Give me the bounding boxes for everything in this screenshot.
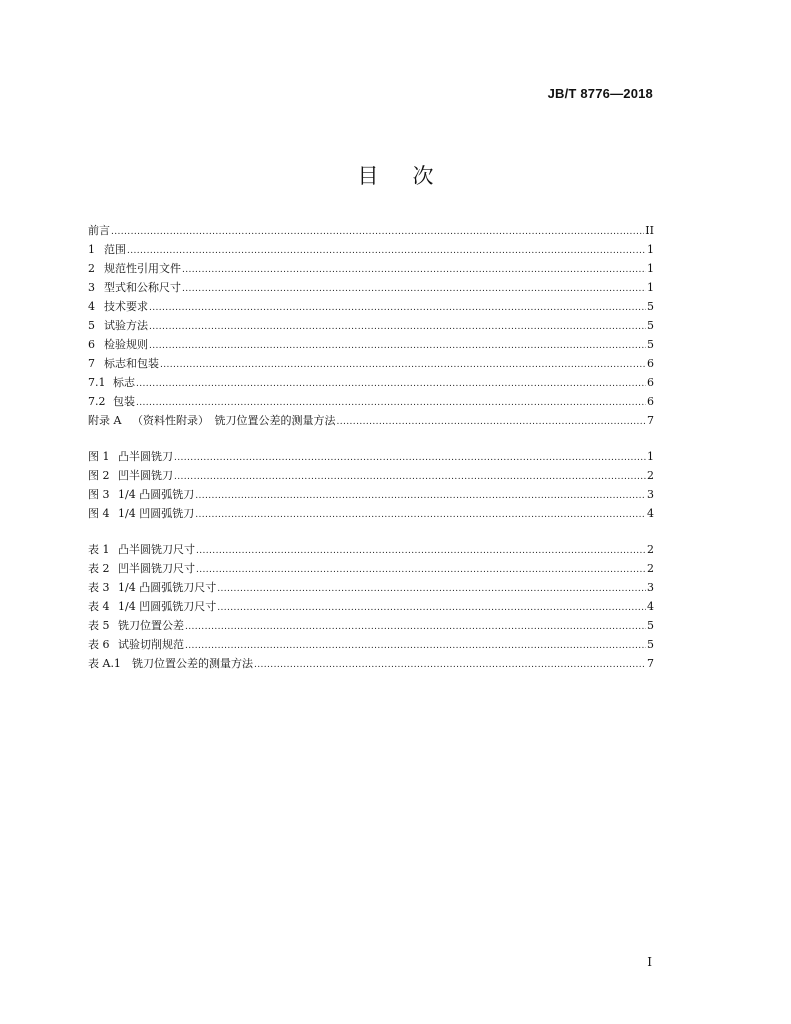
toc-entry-page: 7 [647,657,654,670]
toc-entry-label: 技术要求 [104,300,148,313]
toc-entry-figure-1[interactable] [88,447,654,466]
page-title [0,160,791,190]
toc-entry-table-4[interactable] [88,597,654,616]
toc-entry-page: 6 [647,376,654,389]
toc-entry-page: 2 [647,562,654,575]
toc-entry-figure-4[interactable] [88,504,654,523]
toc-entry-table-6[interactable] [88,635,654,654]
toc-entry-section-2[interactable] [88,259,654,278]
toc-entry-number: 表 3 [88,581,110,594]
toc-entry-number: 4 [88,300,95,313]
toc-entry-label: 凸半圆铣刀尺寸 [118,543,195,556]
toc-entry-page: II [645,224,654,237]
toc-entry-page: 1 [647,281,654,294]
toc-entry-label: 1/4 凸圆弧铣刀尺寸 [118,581,217,594]
toc-entry-page: 7 [647,414,654,427]
toc-entry-page: 4 [647,507,654,520]
toc-entry-table-a1[interactable] [88,654,654,673]
page-title-part2: 次 [412,164,434,188]
toc-entry-label: 试验方法 [104,319,148,332]
dot-leader [136,373,646,394]
toc-entry-number: 表 1 [88,543,110,556]
toc-entry-label: 1/4 凹圆弧铣刀尺寸 [118,600,217,613]
toc-entry-number: 7.1 [88,376,106,389]
dot-leader [217,578,646,599]
toc-entry-section-7-1[interactable] [88,373,654,392]
toc-entry-number: 表 6 [88,638,110,651]
dot-leader [195,485,646,506]
toc-entry-label: 铣刀位置公差 [118,619,184,632]
toc-entry-table-1[interactable] [88,540,654,559]
toc-entry-page: 5 [647,338,654,351]
toc-entry-number: 图 3 [88,488,110,501]
toc-entry-page: 5 [647,300,654,313]
toc-entry-number: 图 4 [88,507,110,520]
dot-leader [337,411,647,432]
spacer [88,430,654,447]
toc-entry-page: 6 [647,395,654,408]
toc-entry-section-4[interactable] [88,297,654,316]
toc-entry-section-5[interactable] [88,316,654,335]
dot-leader [127,240,646,261]
toc-entry-label: 型式和公称尺寸 [104,281,181,294]
dot-leader [111,221,644,242]
toc-entry-number: 3 [88,281,95,294]
dot-leader [185,635,646,656]
toc-entry-label: 凹半圆铣刀尺寸 [118,562,195,575]
toc-entry-page: 5 [647,319,654,332]
toc-entry-label: （资料性附录） 铣刀位置公差的测量方法 [132,414,336,427]
dot-leader [254,654,646,675]
toc-entry-number: 5 [88,319,95,332]
toc-entry-label: 凹半圆铣刀 [118,469,173,482]
toc-entry-annex-a[interactable] [88,411,654,430]
toc-entry-label: 前言 [88,224,110,237]
toc-entry-page: 2 [647,469,654,482]
dot-leader [149,297,646,318]
toc-entry-label: 规范性引用文件 [104,262,181,275]
toc-entry-number: 6 [88,338,95,351]
spacer [88,523,654,540]
toc-entry-label: 1/4 凸圆弧铣刀 [118,488,195,501]
dot-leader [217,597,646,618]
toc-entry-page: 6 [647,357,654,370]
toc-entry-section-3[interactable] [88,278,654,297]
dot-leader [196,540,646,561]
dot-leader [185,616,646,637]
dot-leader [182,259,646,280]
toc-entry-number: 表 4 [88,600,110,613]
toc-entry-page: 1 [647,450,654,463]
toc-entry-number: 表 2 [88,562,110,575]
toc-entry-number: 附录 A [88,414,122,427]
toc-entry-number: 7 [88,357,95,370]
toc-entry-number: 7.2 [88,395,106,408]
toc-entry-figure-3[interactable] [88,485,654,504]
dot-leader [174,447,646,468]
dot-leader [160,354,646,375]
toc-entry-label: 包装 [113,395,135,408]
toc-entry-label: 1/4 凹圆弧铣刀 [118,507,195,520]
toc-entry-page: 1 [647,262,654,275]
toc-entry-page: 3 [647,488,654,501]
toc-entry-number: 表 A.1 [88,657,121,670]
toc-entry-foreword[interactable] [88,221,654,240]
dot-leader [149,335,646,356]
toc-entry-label: 检验规则 [104,338,148,351]
toc-entry-table-2[interactable] [88,559,654,578]
toc-entry-number: 2 [88,262,95,275]
toc-entry-label: 范围 [104,243,126,256]
dot-leader [149,316,646,337]
toc-entry-section-7[interactable] [88,354,654,373]
toc-entry-table-3[interactable] [88,578,654,597]
toc-entry-section-7-2[interactable] [88,392,654,411]
toc-entry-page: 5 [647,638,654,651]
page-title-part1: 目 [357,164,379,188]
toc-entry-number: 表 5 [88,619,110,632]
dot-leader [196,559,646,580]
document-code: JB/T 8776—2018 [547,86,653,101]
toc-entry-label: 凸半圆铣刀 [118,450,173,463]
toc-entry-label: 标志 [113,376,135,389]
table-of-contents [88,221,654,673]
toc-entry-page: 1 [647,243,654,256]
toc-entry-number: 图 2 [88,469,110,482]
toc-entry-page: 4 [647,600,654,613]
toc-entry-label: 标志和包装 [104,357,159,370]
dot-leader [136,392,646,413]
toc-entry-label: 试验切削规范 [118,638,184,651]
toc-entry-label: 铣刀位置公差的测量方法 [132,657,253,670]
dot-leader [174,466,646,487]
toc-entry-page: 5 [647,619,654,632]
toc-entry-number: 1 [88,243,95,256]
toc-entry-page: 3 [647,581,654,594]
toc-entry-figure-2[interactable] [88,466,654,485]
toc-entry-section-6[interactable] [88,335,654,354]
dot-leader [182,278,646,299]
dot-leader [195,504,646,525]
toc-entry-section-1[interactable] [88,240,654,259]
page-number: I [647,955,652,969]
toc-entry-page: 2 [647,543,654,556]
toc-entry-table-5[interactable] [88,616,654,635]
toc-entry-number: 图 1 [88,450,110,463]
